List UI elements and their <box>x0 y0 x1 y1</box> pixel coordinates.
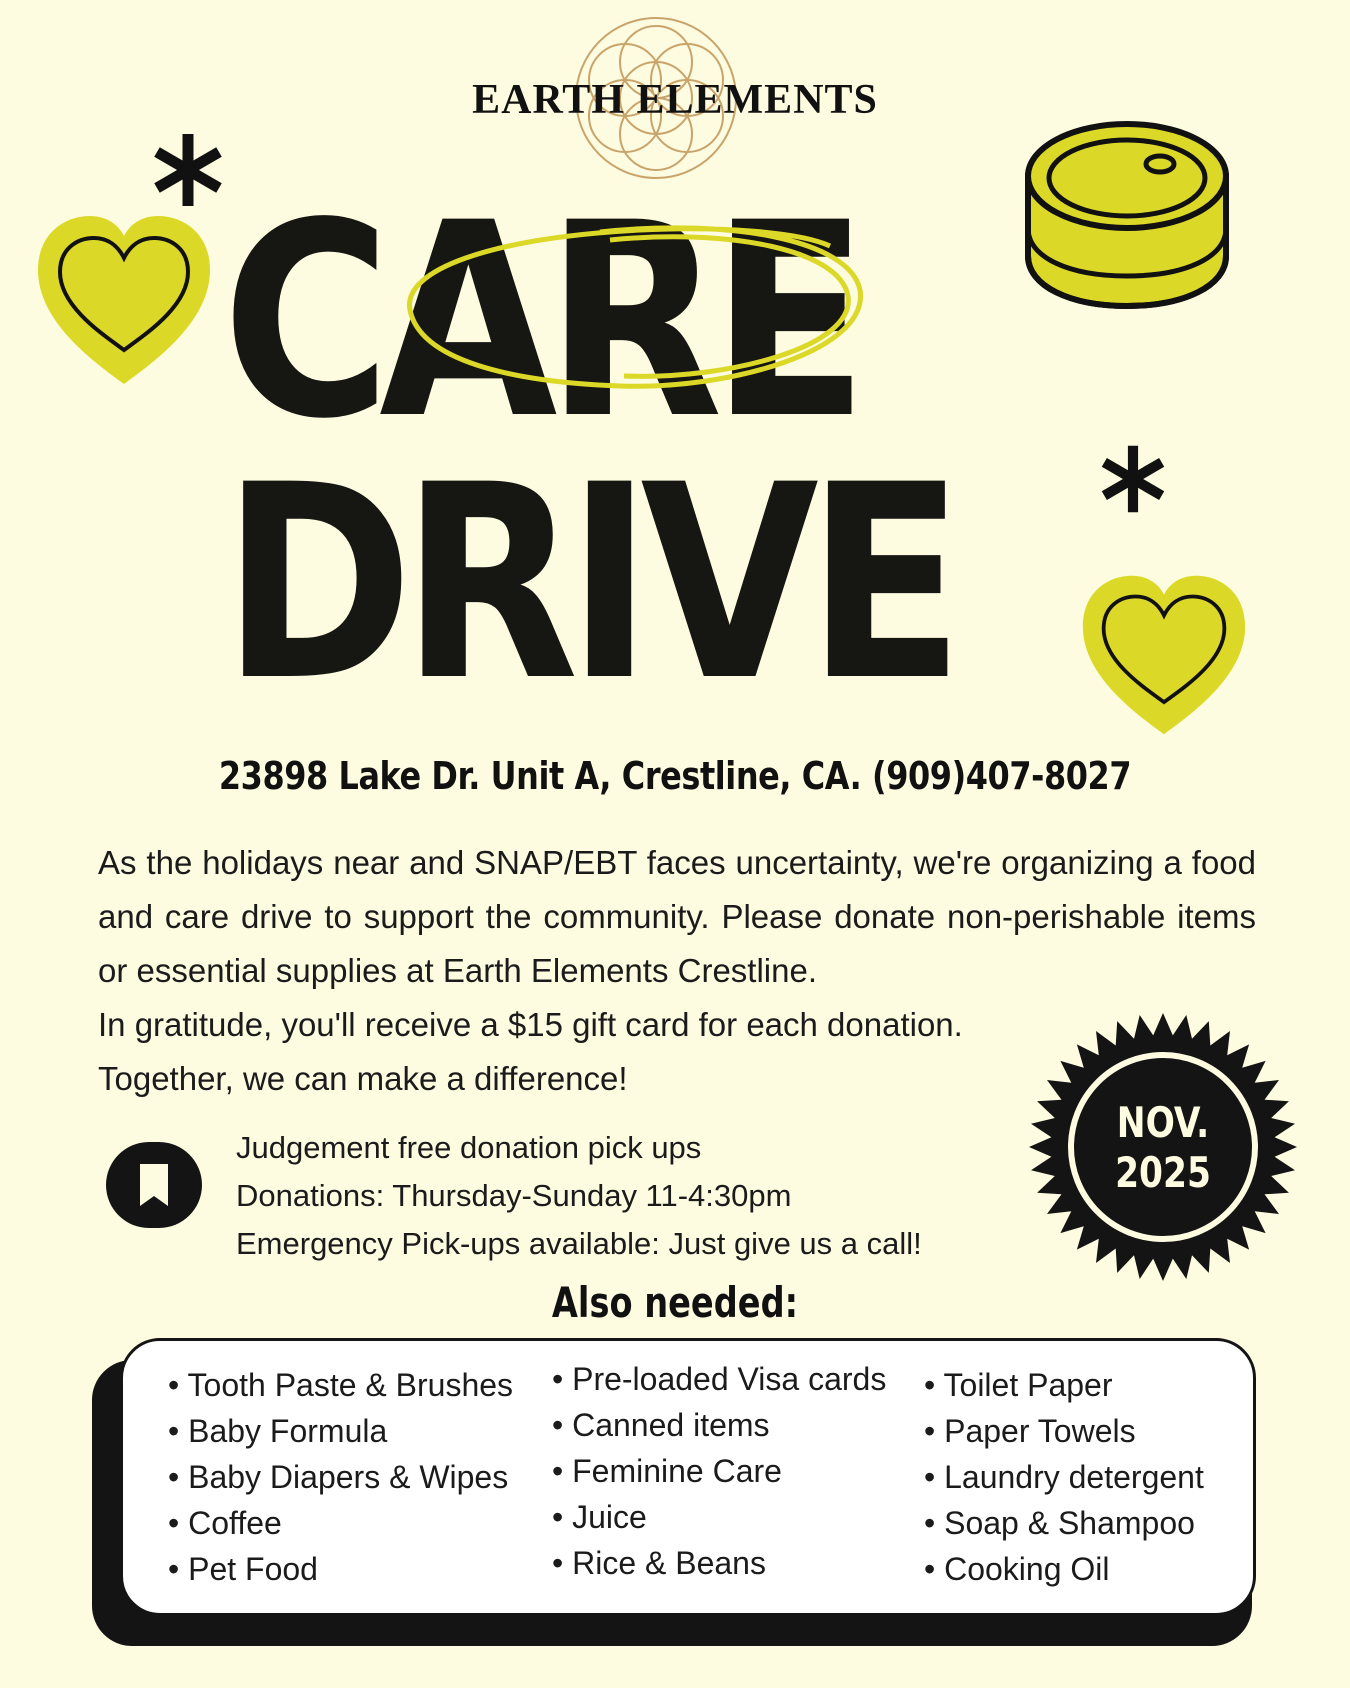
pickup-line-2: Donations: Thursday-Sunday 11-4:30pm <box>236 1178 792 1213</box>
address-line: 23898 Lake Dr. Unit A, Crestline, CA. (909)407-8027 <box>218 754 1132 798</box>
gratitude-line: In gratitude, you'll receive a $15 gift card for each donation. <box>98 1006 963 1043</box>
list-item: • Soap & Shampoo <box>924 1505 1195 1541</box>
date-seal-text <box>1051 1098 1276 1198</box>
list-item: • Pre-loaded Visa cards <box>552 1361 887 1397</box>
list-item: • Juice <box>552 1499 647 1535</box>
pickup-line-1: Judgement free donation pick ups <box>236 1130 702 1165</box>
title-care: CARE <box>222 166 857 478</box>
list-item: • Cooking Oil <box>924 1551 1110 1587</box>
closing-line: Together, we can make a difference! <box>98 1060 628 1097</box>
tin-can-icon <box>1020 116 1234 312</box>
asterisk-icon <box>1096 442 1170 516</box>
needed-column-3 <box>924 1362 1204 1592</box>
seal-month: NOV. <box>1116 1098 1210 1147</box>
list-item: • Pet Food <box>168 1551 318 1587</box>
brand-name: EARTH ELEMENTS <box>472 77 878 123</box>
list-item: • Baby Formula <box>168 1413 388 1449</box>
seal-year: 2025 <box>1115 1148 1211 1197</box>
list-item: • Baby Diapers & Wipes <box>168 1459 509 1495</box>
bookmark-icon <box>104 1140 204 1230</box>
intro-paragraph: As the holidays near and SNAP/EBT faces uncertainty, we're organizing a food and care drive to support the community. Please donate non-perishable items or essential supplies at Earth Elements Crestline. <box>98 844 1256 989</box>
list-item: • Coffee <box>168 1505 282 1541</box>
also-needed-heading: Also needed: <box>551 1278 799 1327</box>
title-drive: DRIVE <box>222 428 953 740</box>
list-item: • Rice & Beans <box>552 1545 766 1581</box>
needed-column-2 <box>552 1356 886 1586</box>
list-item: • Paper Towels <box>924 1413 1136 1449</box>
pickup-line-3: Emergency Pick-ups available: Just give us a call! <box>236 1226 922 1261</box>
asterisk-icon <box>148 130 228 210</box>
needed-column-1 <box>168 1362 513 1592</box>
list-item: • Tooth Paste & Brushes <box>168 1367 514 1403</box>
list-item: • Toilet Paper <box>924 1367 1113 1403</box>
list-item: • Feminine Care <box>552 1453 782 1489</box>
list-item: • Canned items <box>552 1407 770 1443</box>
heart-icon <box>34 212 214 388</box>
heart-icon <box>1078 572 1250 738</box>
list-item: • Laundry detergent <box>924 1459 1204 1495</box>
highlight-swoosh <box>400 210 880 410</box>
pickup-info <box>236 1124 922 1268</box>
